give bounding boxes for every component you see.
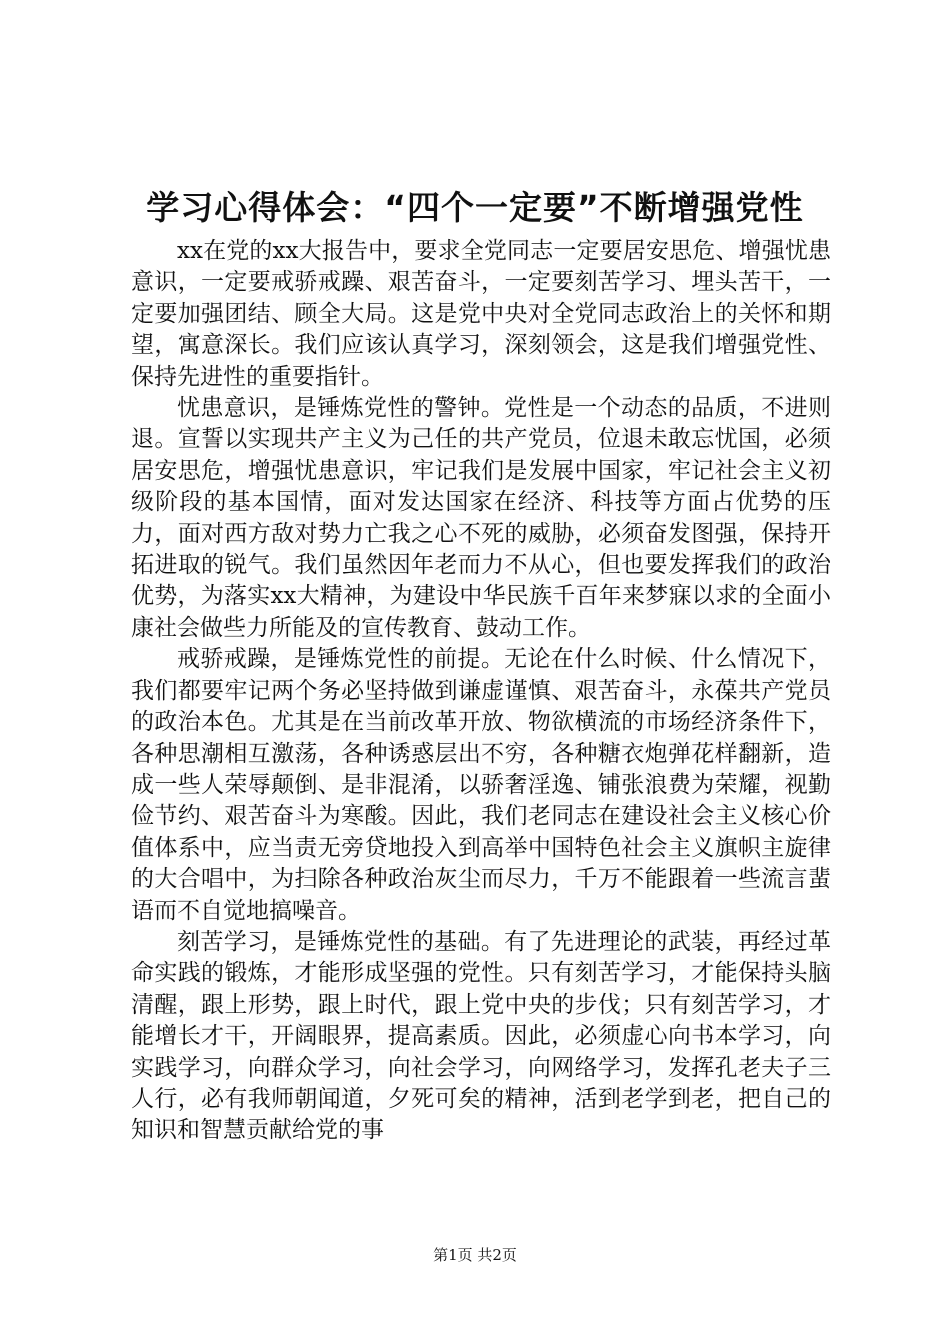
paragraph-intro: xx在党的xx大报告中，要求全党同志一定要居安思危、增强忧患意识，一定要戒骄戒躁、艰苦奋斗，一定要刻苦学习、埋头苦干，一定要加强团结、顾全大局。这是党中央对全党同志政治上的关怀和期望，寓意深长。我们应该认真学习，深刻领会，这是我们增强党性、保持先进性的重要指针。: [131, 238, 831, 390]
paragraph-study-hard: 刻苦学习，是锤炼党性的基础。有了先进理论的武装，再经过革命实践的锻炼，才能形成坚强的党性。只有刻苦学习，才能保持头脑清醒，跟上形势，跟上时代，跟上党中央的步伐；只有刻苦学习，才能增长才干，开阔眼界，提高素质。因此，必须虚心向书本学习，向实践学习，向群众学习，向社会学习，向网络学习，发挥孔老夫子三人行，必有我师朝闻道，夕死可矣的精神，活到老学到老，把自己的知识和智慧贡献给党的事: [131, 928, 831, 1144]
paragraph-guard-arrogance: 戒骄戒躁，是锤炼党性的前提。无论在什么时候、什么情况下，我们都要牢记两个务必坚持做到谦虚谨慎、艰苦奋斗，永葆共产党员的政治本色。尤其是在当前改革开放、物欲横流的市场经济条件下，各种思潮相互激荡，各种诱惑层出不穷，各种糖衣炮弹花样翻新，造成一些人荣辱颠倒、是非混淆，以骄奢淫逸、铺张浪费为荣耀，视勤俭节约、艰苦奋斗为寒酸。因此，我们老同志在建设社会主义核心价值体系中，应当责无旁贷地投入到高举中国特色社会主义旗帜主旋律的大合唱中，为扫除各种政治灰尘而尽力，千万不能跟着一些流言蜚语而不自觉地搞噪音。: [131, 646, 831, 924]
document-title: 学习心得体会：“四个一定要”不断增强党性: [146, 188, 804, 227]
paragraph-worry-awareness: 忧患意识，是锤炼党性的警钟。党性是一个动态的品质，不进则退。宣誓以实现共产主义为己任的共产党员，位退未敢忘忧国，必须居安思危，增强忧患意识，牢记我们是发展中国家，牢记社会主义初级阶段的基本国情，面对发达国家在经济、科技等方面占优势的压力，面对西方敌对势力亡我之心不死的威胁，必须奋发图强，保持开拓进取的锐气。我们虽然因年老而力不从心，但也要发挥我们的政治优势，为落实xx大精神，为建设中华民族千百年来梦寐以求的全面小康社会做些力所能及的宣传教育、鼓动工作。: [131, 395, 831, 641]
page-number-footer: 第1页 共2页: [433, 1246, 517, 1264]
document-body: [131, 236, 831, 1147]
